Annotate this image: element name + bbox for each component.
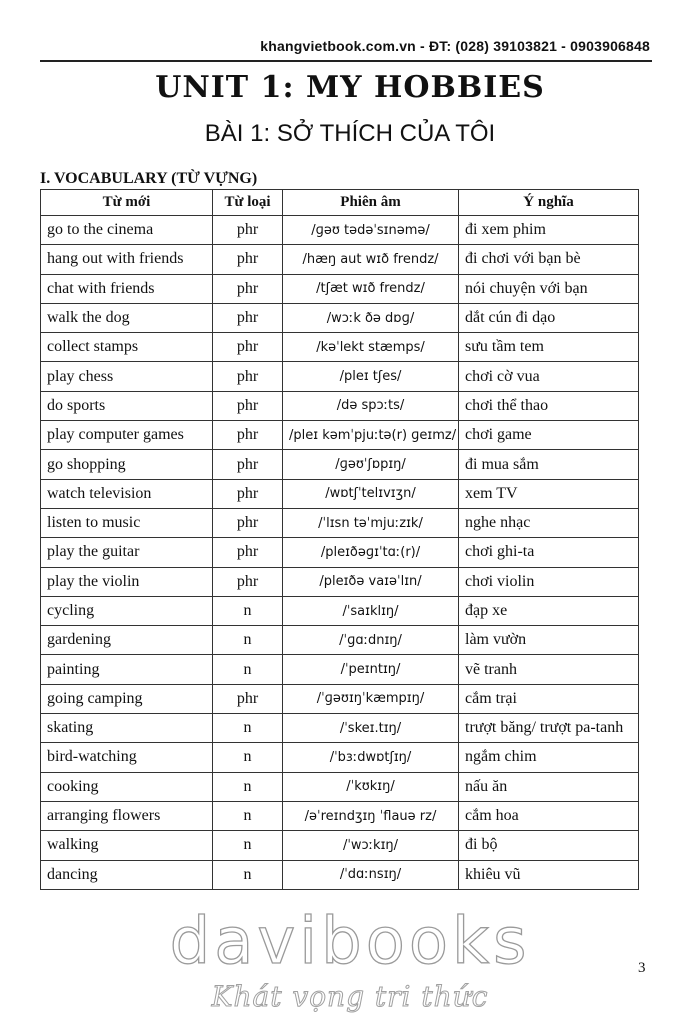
table-row [41,274,639,303]
pronunciation-cell: /pleɪ tʃes/ [283,362,459,391]
word-cell: play the violin [41,567,213,596]
meaning-cell: dắt cún đi dạo [459,303,639,332]
word-cell: walk the dog [41,303,213,332]
meaning-cell: chơi ghi-ta [459,538,639,567]
table-row [41,303,639,332]
meaning-cell: nghe nhạc [459,508,639,537]
pronunciation-cell: /pleɪðəɡɪˈtɑː(r)/ [283,538,459,567]
meaning-cell: nấu ăn [459,772,639,801]
table-row [41,684,639,713]
pronunciation-cell: /ɡəʊ tədəˈsɪnəmə/ [283,216,459,245]
pronunciation-cell: /ˈkʊkɪŋ/ [283,772,459,801]
pronunciation-cell: /ˈdɑːnsɪŋ/ [283,860,459,889]
word-type-cell: phr [213,391,283,420]
page-number: 3 [638,960,646,976]
vocabulary-table [40,189,639,890]
word-cell: go shopping [41,450,213,479]
word-cell: watch television [41,479,213,508]
table-row [41,831,639,860]
table-row [41,626,639,655]
meaning-cell: nói chuyện với bạn [459,274,639,303]
word-cell: arranging flowers [41,801,213,830]
section-title: I. VOCABULARY (TỪ VỰNG) [40,170,258,187]
pronunciation-cell: /pleɪðə vaɪəˈlɪn/ [283,567,459,596]
pronunciation-cell: /ˈsaɪklɪŋ/ [283,596,459,625]
word-type-cell: phr [213,508,283,537]
table-row [41,333,639,362]
table-row [41,655,639,684]
pronunciation-cell: /ˈpeɪntɪŋ/ [283,655,459,684]
pronunciation-cell: /wɒtʃˈtelɪvɪʒn/ [283,479,459,508]
meaning-cell: đi chơi với bạn bè [459,245,639,274]
word-type-cell: phr [213,216,283,245]
word-type-cell: phr [213,362,283,391]
word-cell: do sports [41,391,213,420]
header-divider [40,60,652,62]
word-cell: hang out with friends [41,245,213,274]
word-type-cell: n [213,801,283,830]
meaning-cell: đi xem phim [459,216,639,245]
table-row [41,245,639,274]
meaning-cell: cắm trại [459,684,639,713]
meaning-cell: khiêu vũ [459,860,639,889]
pronunciation-cell: /də spɔːts/ [283,391,459,420]
word-cell: play computer games [41,421,213,450]
word-cell: collect stamps [41,333,213,362]
table-row [41,421,639,450]
pronunciation-cell: /pleɪ kəmˈpjuːtə(r) ɡeɪmz/ [283,421,459,450]
word-cell: cooking [41,772,213,801]
meaning-cell: sưu tầm tem [459,333,639,362]
meaning-cell: chơi violin [459,567,639,596]
word-cell: gardening [41,626,213,655]
word-type-cell: phr [213,303,283,332]
word-cell: skating [41,714,213,743]
pronunciation-cell: /əˈreɪndʒɪŋ ˈflauə rz/ [283,801,459,830]
word-type-cell: n [213,743,283,772]
pronunciation-cell: /kəˈlekt stæmps/ [283,333,459,362]
publisher-contact: khangvietbook.com.vn - ĐT: (028) 39103821 - 0903906848 [260,38,650,54]
word-cell: play chess [41,362,213,391]
meaning-cell: cắm hoa [459,801,639,830]
word-type-cell: phr [213,450,283,479]
word-cell: going camping [41,684,213,713]
pronunciation-cell: /hæŋ aut wɪð frendz/ [283,245,459,274]
word-cell: bird-watching [41,743,213,772]
meaning-cell: trượt băng/ trượt pa-tanh [459,714,639,743]
header-meaning: Ý nghĩa [459,190,639,216]
table-row [41,743,639,772]
meaning-cell: chơi thể thao [459,391,639,420]
table-row [41,508,639,537]
word-cell: listen to music [41,508,213,537]
pronunciation-cell: /ɡəʊˈʃɒpɪŋ/ [283,450,459,479]
table-row [41,216,639,245]
meaning-cell: đi mua sắm [459,450,639,479]
header-word: Từ mới [41,190,213,216]
pronunciation-cell: /tʃæt wɪð frendz/ [283,274,459,303]
table-row [41,801,639,830]
table-row [41,860,639,889]
pronunciation-cell: /ˈɡɑːdnɪŋ/ [283,626,459,655]
word-type-cell: phr [213,333,283,362]
word-type-cell: phr [213,538,283,567]
word-cell: go to the cinema [41,216,213,245]
word-type-cell: phr [213,684,283,713]
header-word-type: Từ loại [213,190,283,216]
word-type-cell: phr [213,245,283,274]
word-type-cell: n [213,714,283,743]
header-pronunciation: Phiên âm [283,190,459,216]
table-row [41,479,639,508]
word-type-cell: n [213,596,283,625]
table-row [41,450,639,479]
meaning-cell: chơi game [459,421,639,450]
meaning-cell: chơi cờ vua [459,362,639,391]
meaning-cell: vẽ tranh [459,655,639,684]
word-cell: walking [41,831,213,860]
pronunciation-cell: /ˈbɜːdwɒtʃɪŋ/ [283,743,459,772]
meaning-cell: đi bộ [459,831,639,860]
table-row [41,391,639,420]
word-cell: chat with friends [41,274,213,303]
lesson-title: BÀI 1: SỞ THÍCH CỦA TÔI [204,120,496,147]
word-cell: play the guitar [41,538,213,567]
table-row [41,772,639,801]
pronunciation-cell: /ˈlɪsn təˈmjuːzɪk/ [283,508,459,537]
meaning-cell: đạp xe [459,596,639,625]
unit-title: UNIT 1: MY HOBBIES [155,70,545,105]
table-row [41,714,639,743]
pronunciation-cell: /ˈskeɪ.tɪŋ/ [283,714,459,743]
word-cell: painting [41,655,213,684]
table-row [41,538,639,567]
word-type-cell: phr [213,421,283,450]
word-type-cell: phr [213,567,283,596]
word-type-cell: n [213,626,283,655]
pronunciation-cell: /wɔːk ðə dɒɡ/ [283,303,459,332]
watermark-slogan: Khát vọng tri thức [211,980,489,1013]
word-cell: dancing [41,860,213,889]
word-type-cell: phr [213,479,283,508]
pronunciation-cell: /ˈwɔːkɪŋ/ [283,831,459,860]
table-row [41,596,639,625]
word-type-cell: n [213,655,283,684]
word-type-cell: phr [213,274,283,303]
pronunciation-cell: /ˈɡəʊɪŋˈkæmpɪŋ/ [283,684,459,713]
word-type-cell: n [213,860,283,889]
word-cell: cycling [41,596,213,625]
meaning-cell: ngắm chim [459,743,639,772]
meaning-cell: làm vườn [459,626,639,655]
word-type-cell: n [213,772,283,801]
meaning-cell: xem TV [459,479,639,508]
table-header-row [41,190,639,216]
table-row [41,567,639,596]
word-type-cell: n [213,831,283,860]
watermark-brand: davibooks [169,905,531,979]
table-row [41,362,639,391]
vocabulary-rows [41,216,639,890]
